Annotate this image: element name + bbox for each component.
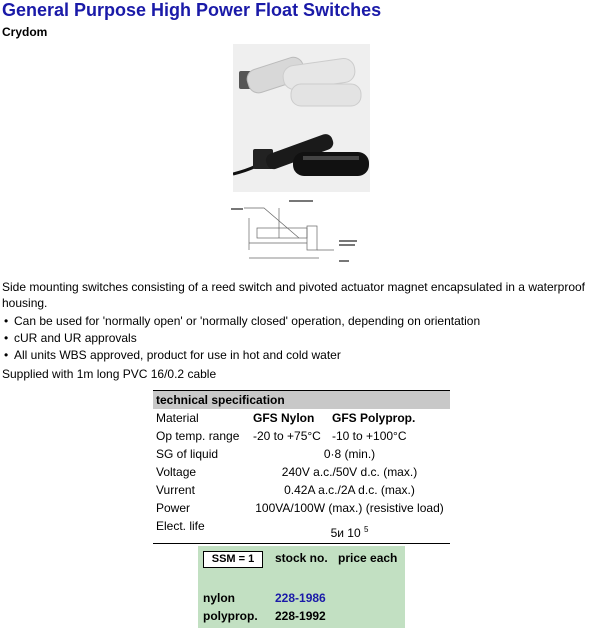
col-nylon-header: GFS Nylon: [253, 411, 315, 425]
spec-row-material: [153, 409, 450, 427]
spec-header: technical specification: [153, 390, 450, 409]
stock-number-link[interactable]: 228-1986: [275, 591, 326, 605]
mechanical-drawing: [229, 198, 362, 272]
spec-table: [153, 390, 450, 544]
voltage-label: Voltage: [156, 465, 197, 479]
temp-nylon: -20 to +75°C: [253, 429, 321, 443]
voltage-value: 240V a.c./50V d.c. (max.): [281, 465, 418, 479]
temp-label: Op temp. range: [156, 429, 240, 443]
stock-panel: [198, 546, 405, 628]
spec-row-life: [153, 517, 450, 539]
spec-row-current: [153, 481, 450, 499]
price-header: price each: [338, 551, 398, 565]
feature-item: • All units WBS approved, product for use in hot and cold water: [4, 347, 480, 364]
ssm-badge: SSM = 1: [203, 551, 263, 568]
spec-divider: [153, 543, 450, 544]
stock-no-header: stock no.: [275, 551, 328, 565]
brand-name: Crydom: [2, 25, 48, 39]
material-label: Material: [156, 411, 199, 425]
sg-value: 0·8 (min.): [323, 447, 376, 461]
description: Side mounting switches consisting of a reed switch and pivoted actuator magnet encapsulated in a waterproof housing.: [2, 280, 586, 310]
current-value: 0.42A a.c./2A d.c. (max.): [284, 483, 415, 497]
life-value: [249, 521, 450, 542]
feature-item: • cUR and UR approvals: [4, 330, 480, 347]
stock-row-name: polyprop.: [203, 609, 258, 623]
temp-polyprop: -10 to +100°C: [332, 429, 407, 443]
cable-note: Supplied with 1m long PVC 16/0.2 cable: [2, 367, 217, 381]
life-exponent: 5: [363, 525, 369, 534]
sg-label: SG of liquid: [156, 447, 219, 461]
col-polyprop-header: GFS Polyprop.: [332, 411, 416, 425]
feature-item: • Can be used for 'normally open' or 'normally closed' operation, depending on orientation: [4, 313, 480, 330]
power-value: 100VA/100W (max.) (resistive load): [255, 501, 444, 515]
feature-list: [4, 313, 480, 364]
power-label: Power: [156, 501, 191, 515]
spec-row-temp: [153, 427, 450, 445]
life-label: Elect. life: [156, 519, 205, 533]
spec-row-power: [153, 499, 450, 517]
spec-row-voltage: [153, 463, 450, 481]
stock-number: 228-1992: [275, 609, 326, 623]
page-title: General Purpose High Power Float Switches: [2, 0, 382, 20]
spec-row-sg: [153, 445, 450, 463]
stock-row-name: nylon: [203, 591, 235, 605]
current-label: Vurrent: [156, 483, 195, 497]
life-base: 5и 10: [330, 526, 361, 540]
product-photo: [233, 44, 370, 192]
